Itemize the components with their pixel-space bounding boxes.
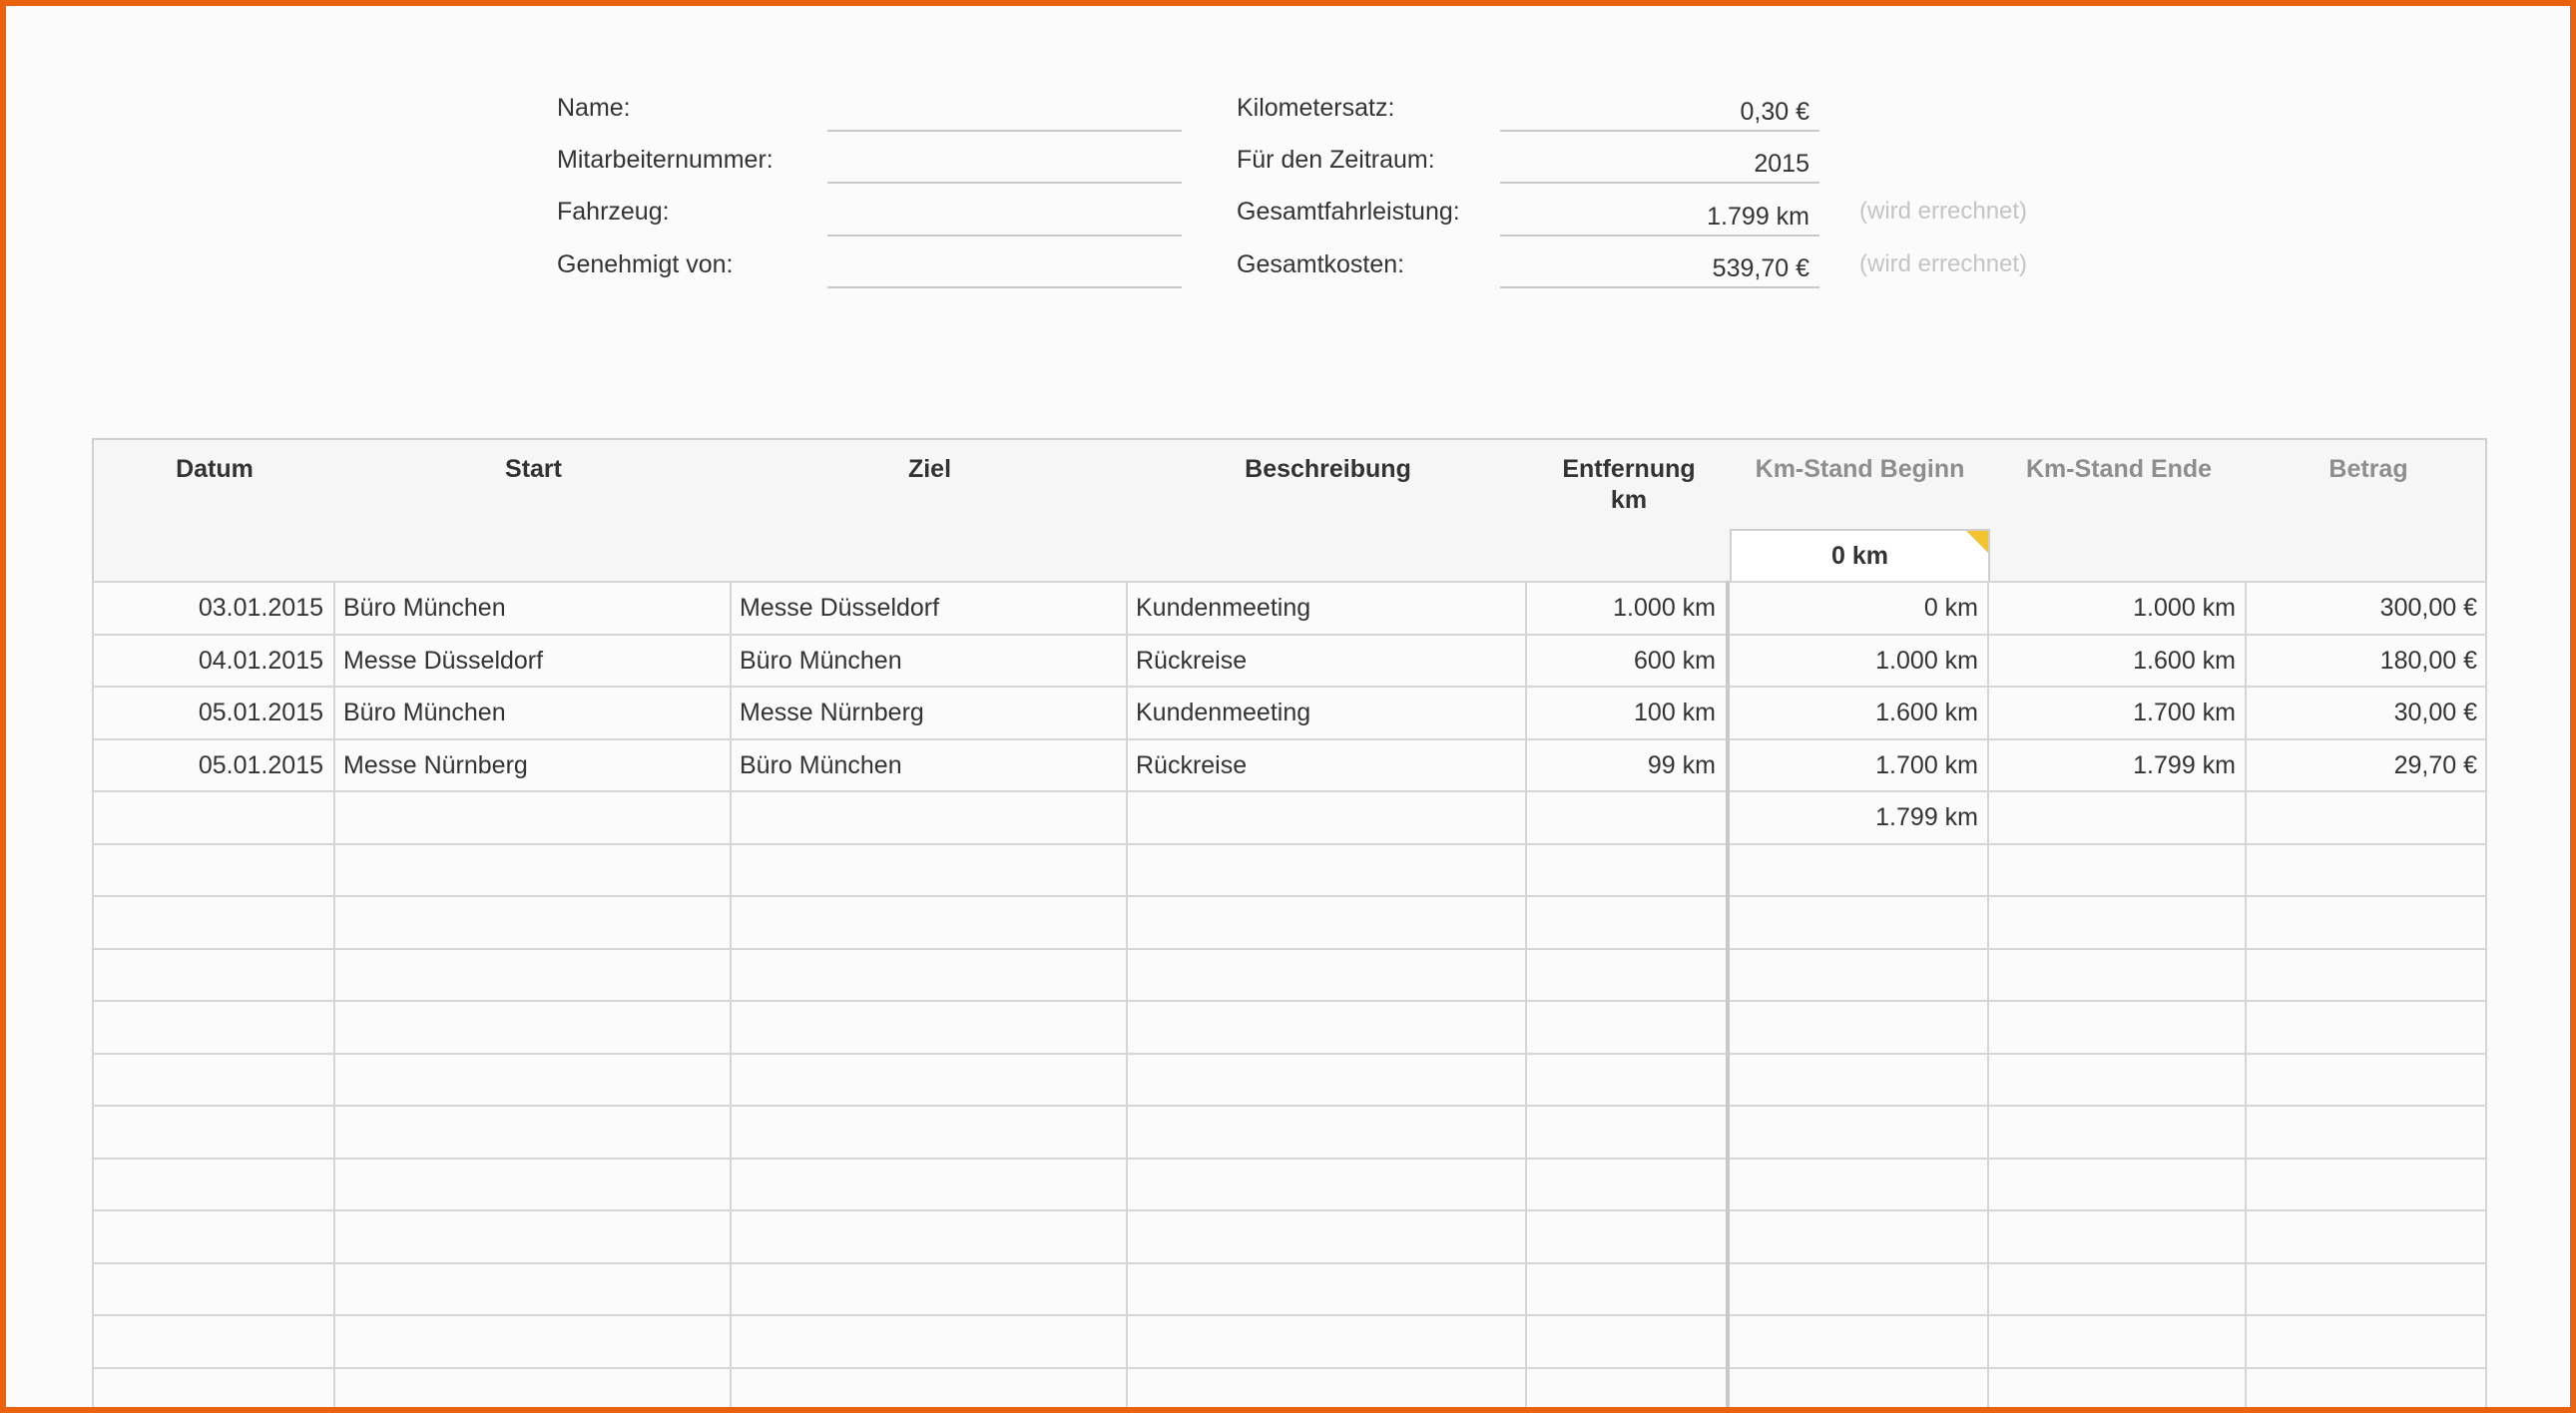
cell-ziel[interactable] — [730, 845, 1126, 896]
cell-betrag[interactable]: 29,70 € — [2393, 750, 2477, 779]
cell-km-ende[interactable] — [1988, 1264, 2246, 1315]
table-row — [92, 1314, 2487, 1367]
cell-start[interactable] — [333, 1055, 730, 1106]
cell-datum[interactable]: 05.01.2015 — [198, 699, 323, 726]
cell-beschreibung[interactable] — [1126, 1211, 1526, 1262]
cell-km-ende[interactable]: 1.799 km — [2133, 750, 2236, 779]
table-header — [92, 438, 2487, 581]
cell-datum[interactable] — [92, 1055, 333, 1106]
header-entfernung-line2: km — [1610, 486, 1648, 514]
cell-km-ende[interactable] — [1988, 1107, 2246, 1158]
cell-ziel[interactable] — [730, 1002, 1126, 1053]
table-row — [92, 1105, 2487, 1158]
header-datum[interactable]: Datum — [176, 455, 254, 483]
vehicle-field[interactable] — [827, 197, 1182, 236]
approved-by-label: Genehmigt von: — [557, 250, 734, 278]
cell-ziel[interactable] — [730, 897, 1126, 948]
cell-km-ende[interactable] — [1988, 1316, 2246, 1367]
total-cost-field: 539,70 € — [1500, 248, 1819, 288]
cell-datum[interactable] — [92, 950, 333, 1001]
employee-number-label: Mitarbeiternummer: — [557, 146, 773, 174]
total-mileage-label: Gesamtfahrleistung: — [1237, 198, 1460, 226]
cell-km-ende[interactable]: 1.600 km — [2133, 646, 2236, 675]
cell-km-ende[interactable] — [1988, 845, 2246, 896]
cell-beschreibung[interactable] — [1126, 950, 1526, 1001]
cell-km-beginn[interactable] — [1730, 845, 1988, 896]
header-start[interactable]: Start — [505, 455, 562, 483]
cell-km-ende[interactable] — [1988, 950, 2246, 1001]
cell-km-beginn[interactable] — [1730, 1316, 1988, 1367]
cell-betrag[interactable] — [2246, 1316, 2487, 1367]
header-km-stand-ende[interactable]: Km-Stand Ende — [2025, 455, 2213, 483]
table-row — [92, 1158, 2487, 1210]
cell-ziel[interactable] — [730, 1160, 1126, 1210]
cell-start[interactable] — [333, 1369, 730, 1413]
table-row — [92, 1262, 2487, 1315]
vehicle-label: Fahrzeug: — [557, 198, 670, 226]
cell-entfernung[interactable] — [1526, 1369, 1726, 1413]
table-row — [92, 895, 2487, 948]
start-km-value: 0 km — [1831, 542, 1888, 570]
cell-beschreibung[interactable] — [1126, 1369, 1526, 1413]
table-body — [92, 581, 2487, 1413]
cell-km-ende[interactable] — [1988, 897, 2246, 948]
mileage-rate-label: Kilometersatz: — [1237, 94, 1395, 122]
name-field[interactable] — [827, 92, 1182, 132]
cell-beschreibung[interactable] — [1126, 1160, 1526, 1210]
cell-start[interactable]: Büro München — [343, 699, 506, 726]
cell-ziel[interactable]: Büro München — [740, 750, 902, 779]
cell-entfernung[interactable] — [1526, 1316, 1726, 1367]
cell-km-beginn[interactable]: 1.799 km — [1875, 803, 1978, 831]
cell-betrag[interactable]: 300,00 € — [2379, 594, 2477, 622]
cell-entfernung[interactable] — [1526, 897, 1726, 948]
cell-start[interactable] — [333, 950, 730, 1001]
cell-km-beginn[interactable]: 1.700 km — [1875, 750, 1978, 779]
cell-km-beginn[interactable] — [1730, 1264, 1988, 1315]
cell-km-beginn[interactable] — [1730, 1002, 1988, 1053]
cell-start[interactable] — [333, 897, 730, 948]
grid-line — [1525, 581, 1527, 1413]
table-row — [92, 1209, 2487, 1262]
cell-betrag[interactable]: 180,00 € — [2379, 646, 2477, 675]
table-row — [92, 790, 2487, 843]
cell-km-ende[interactable] — [1988, 1369, 2246, 1413]
cell-entfernung[interactable] — [1526, 1002, 1726, 1053]
cell-start[interactable] — [333, 792, 730, 843]
cell-km-beginn[interactable]: 1.000 km — [1875, 646, 1978, 675]
cell-datum[interactable] — [92, 897, 333, 948]
cell-entfernung[interactable]: 99 km — [1647, 750, 1716, 779]
cell-start[interactable] — [333, 1107, 730, 1158]
trip-table — [92, 438, 2487, 1413]
cell-km-ende[interactable] — [1988, 1002, 2246, 1053]
cell-datum[interactable] — [92, 1211, 333, 1262]
cell-ziel[interactable]: Messe Nürnberg — [740, 699, 924, 726]
cell-start[interactable]: Büro München — [343, 594, 506, 622]
cell-km-beginn[interactable] — [1730, 950, 1988, 1001]
cell-entfernung[interactable]: 100 km — [1634, 699, 1716, 726]
cell-beschreibung[interactable] — [1126, 845, 1526, 896]
period-field[interactable]: 2015 — [1500, 144, 1819, 184]
cell-start[interactable] — [333, 1211, 730, 1262]
table-row — [92, 1000, 2487, 1053]
cell-km-ende[interactable]: 1.000 km — [2133, 594, 2236, 622]
total-mileage-field: 1.799 km — [1500, 197, 1819, 236]
grid-line — [333, 581, 335, 1413]
cell-start[interactable] — [333, 1002, 730, 1053]
cell-datum[interactable] — [92, 1369, 333, 1413]
cell-entfernung[interactable] — [1526, 1211, 1726, 1262]
cell-km-beginn[interactable] — [1730, 1055, 1988, 1106]
cell-betrag[interactable] — [2246, 1002, 2487, 1053]
cell-entfernung[interactable] — [1526, 1264, 1726, 1315]
cell-ziel[interactable] — [730, 1055, 1126, 1106]
cell-beschreibung[interactable] — [1126, 1107, 1526, 1158]
cell-km-beginn[interactable]: 0 km — [1923, 594, 1978, 622]
cell-km-beginn[interactable] — [1730, 897, 1988, 948]
cell-beschreibung[interactable]: Rückreise — [1136, 646, 1248, 675]
cell-betrag[interactable] — [2246, 950, 2487, 1001]
cell-beschreibung[interactable]: Rückreise — [1136, 750, 1248, 779]
cell-betrag[interactable]: 30,00 € — [2393, 699, 2477, 726]
cell-datum[interactable] — [92, 1160, 333, 1210]
cell-betrag[interactable] — [2246, 845, 2487, 896]
cell-km-ende[interactable]: 1.700 km — [2133, 699, 2236, 726]
cell-betrag[interactable] — [2246, 792, 2487, 843]
start-km-input[interactable] — [1730, 529, 1990, 583]
cell-ziel[interactable] — [730, 1211, 1126, 1262]
cell-ziel[interactable] — [730, 950, 1126, 1001]
cell-beschreibung[interactable] — [1126, 897, 1526, 948]
header-entfernung-line1: Entfernung — [1562, 455, 1696, 483]
cell-datum[interactable]: 05.01.2015 — [198, 750, 323, 779]
header-km-stand-beginn[interactable]: Km-Stand Beginn — [1755, 455, 1965, 483]
cell-beschreibung[interactable]: Kundenmeeting — [1136, 699, 1311, 726]
cell-start[interactable] — [333, 1160, 730, 1210]
cell-start[interactable] — [333, 1316, 730, 1367]
cell-beschreibung[interactable]: Kundenmeeting — [1136, 594, 1311, 622]
cell-start[interactable] — [333, 1264, 730, 1315]
grid-line — [2245, 581, 2247, 1413]
cell-beschreibung[interactable] — [1126, 1316, 1526, 1367]
cell-km-beginn[interactable] — [1730, 1211, 1988, 1262]
cell-entfernung[interactable] — [1526, 792, 1726, 843]
mileage-rate-field[interactable]: 0,30 € — [1500, 92, 1819, 132]
grid-line — [730, 581, 732, 1413]
table-row — [92, 634, 2487, 687]
cell-start[interactable]: Messe Düsseldorf — [343, 646, 544, 675]
cell-betrag[interactable] — [2246, 1369, 2487, 1413]
cell-km-beginn[interactable] — [1730, 1369, 1988, 1413]
cell-entfernung[interactable] — [1526, 1107, 1726, 1158]
cell-beschreibung[interactable] — [1126, 1002, 1526, 1053]
grid-line — [2485, 581, 2487, 1413]
header-betrag[interactable]: Betrag — [2328, 455, 2408, 483]
table-row — [92, 686, 2487, 738]
total-cost-label: Gesamtkosten: — [1237, 250, 1405, 278]
cell-ziel[interactable] — [730, 1369, 1126, 1413]
cell-beschreibung[interactable] — [1126, 792, 1526, 843]
cell-entfernung[interactable] — [1526, 1160, 1726, 1210]
table-row — [92, 1053, 2487, 1106]
cell-ziel[interactable] — [730, 792, 1126, 843]
cell-betrag[interactable] — [2246, 1055, 2487, 1106]
table-row — [92, 948, 2487, 1001]
cell-entfernung[interactable]: 600 km — [1634, 646, 1716, 675]
cell-start[interactable] — [333, 845, 730, 896]
comment-marker-icon[interactable] — [1966, 531, 1988, 553]
cell-ziel[interactable]: Büro München — [740, 646, 902, 675]
cell-entfernung[interactable] — [1526, 1055, 1726, 1106]
cell-datum[interactable] — [92, 792, 333, 843]
cell-betrag[interactable] — [2246, 1264, 2487, 1315]
grid-line — [92, 581, 94, 1413]
employee-number-field[interactable] — [827, 144, 1182, 184]
grid-line — [1987, 581, 1989, 1413]
header-ziel[interactable]: Ziel — [907, 455, 952, 483]
cell-datum[interactable] — [92, 1264, 333, 1315]
cell-ziel[interactable] — [730, 1316, 1126, 1367]
approved-by-field[interactable] — [827, 248, 1182, 288]
cell-entfernung[interactable] — [1526, 845, 1726, 896]
table-row — [92, 1367, 2487, 1413]
cell-ziel[interactable] — [730, 1264, 1126, 1315]
cell-datum[interactable] — [92, 845, 333, 896]
cell-datum[interactable] — [92, 1002, 333, 1053]
cell-betrag[interactable] — [2246, 1211, 2487, 1262]
cell-km-beginn[interactable] — [1730, 1160, 1988, 1210]
total-mileage-hint: (wird errechnet) — [1859, 198, 2028, 225]
cell-datum[interactable] — [92, 1107, 333, 1158]
cell-km-beginn[interactable] — [1730, 1107, 1988, 1158]
grid-line — [1126, 581, 1128, 1413]
name-label: Name: — [557, 94, 631, 122]
cell-ziel[interactable] — [730, 1107, 1126, 1158]
cell-betrag[interactable] — [2246, 1107, 2487, 1158]
cell-km-ende[interactable] — [1988, 1055, 2246, 1106]
cell-datum[interactable]: 04.01.2015 — [198, 646, 323, 675]
cell-start[interactable]: Messe Nürnberg — [343, 750, 528, 779]
cell-betrag[interactable] — [2246, 897, 2487, 948]
header-entfernung[interactable] — [1528, 454, 1730, 516]
table-row — [92, 843, 2487, 896]
table-row — [92, 738, 2487, 791]
cell-km-ende[interactable] — [1988, 792, 2246, 843]
cell-entfernung[interactable]: 1.000 km — [1613, 594, 1716, 622]
table-row — [92, 581, 2487, 634]
cell-entfernung[interactable] — [1526, 950, 1726, 1001]
grid-line — [1726, 581, 1730, 1413]
total-cost-hint: (wird errechnet) — [1859, 250, 2028, 277]
cell-km-ende[interactable] — [1988, 1211, 2246, 1262]
header-beschreibung[interactable]: Beschreibung — [1245, 455, 1411, 483]
cell-betrag[interactable] — [2246, 1160, 2487, 1210]
period-label: Für den Zeitraum: — [1237, 146, 1435, 174]
cell-beschreibung[interactable] — [1126, 1055, 1526, 1106]
cell-ziel[interactable]: Messe Düsseldorf — [740, 594, 940, 622]
cell-km-beginn[interactable]: 1.600 km — [1875, 699, 1978, 726]
cell-datum[interactable] — [92, 1316, 333, 1367]
cell-beschreibung[interactable] — [1126, 1264, 1526, 1315]
cell-km-ende[interactable] — [1988, 1160, 2246, 1210]
cell-datum[interactable]: 03.01.2015 — [198, 594, 323, 622]
